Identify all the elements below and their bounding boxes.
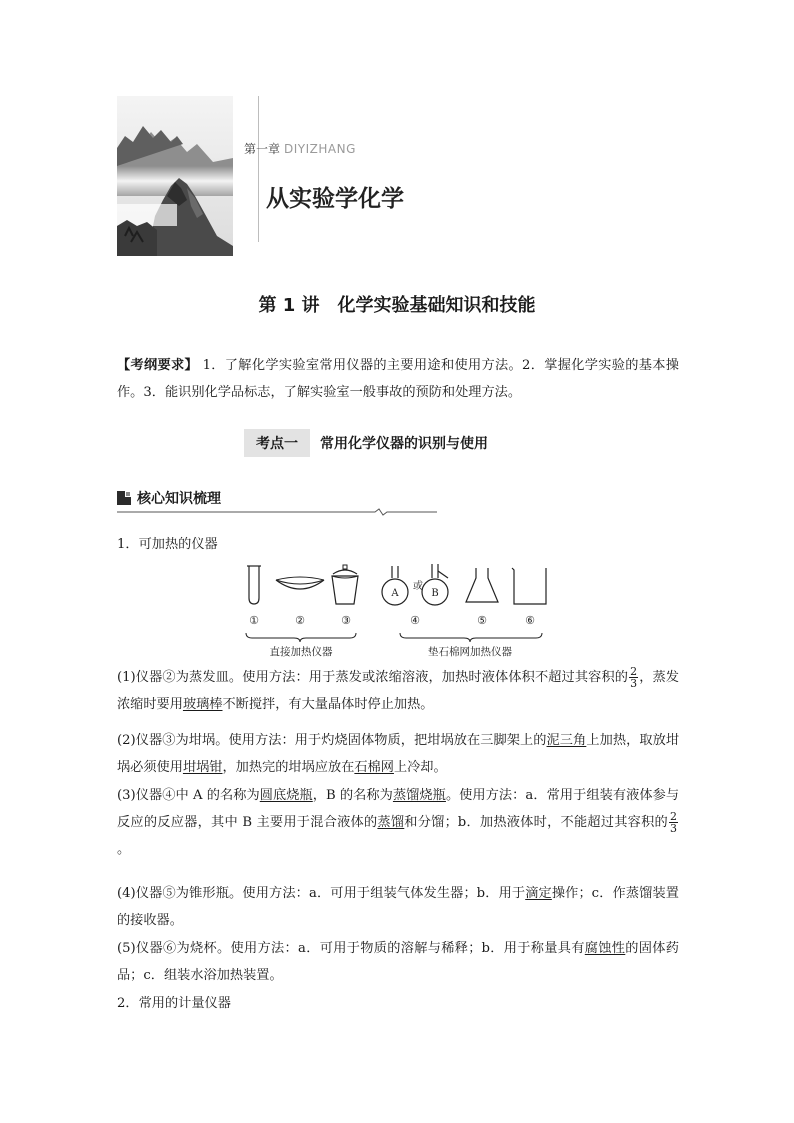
apparatus-number-5: ⑤	[477, 614, 487, 627]
section-heading	[117, 490, 437, 516]
p1-text-c: 不断搅拌，有大量晶体时停止加热。	[222, 697, 434, 712]
p3-text-c: 。使用方法：a．常用于组装有液体参与反应的反应器，其中 B 主要用于混合液体的	[117, 788, 680, 830]
chapter-cover-image	[117, 96, 233, 256]
p2-underlined-3: 石棉网	[354, 760, 394, 775]
chapter-title: 从实验学化学	[266, 186, 404, 212]
paragraph-5	[117, 935, 679, 989]
exam-requirements	[117, 352, 679, 406]
direct-heating-brace	[246, 633, 356, 642]
apparatus-number-6: ⑥	[525, 614, 535, 627]
p3-text-d: 和分馏；b．加热液体时，不能超过其容积的	[404, 815, 668, 830]
item2-title: 2．常用的计量仪器	[117, 996, 231, 1011]
paragraph-4	[117, 880, 679, 934]
test-tube-icon	[247, 566, 261, 604]
section-rule	[117, 508, 437, 516]
section-heading-text: 核心知识梳理	[137, 491, 221, 507]
p5-text-a: (5)仪器⑥为烧杯。使用方法：a．可用于物质的溶解与稀释；b．用于称量具有	[117, 941, 585, 956]
p4-text-a: (4)仪器⑤为锥形瓶。使用方法：a．可用于组装气体发生器；b．用于	[117, 886, 526, 901]
p2-text-a: (2)仪器③为坩埚。使用方法：用于灼烧固体物质，把坩埚放在三脚架上的	[117, 733, 547, 748]
p2-text-c: ，加热完的坩埚应放在	[222, 760, 355, 775]
conical-flask-icon	[466, 568, 498, 602]
p4-text-b: 操作；c．作蒸馏装置的接收器。	[117, 886, 679, 928]
chapter-number: 第一章	[244, 142, 281, 156]
p1-frac-denominator: 3	[630, 677, 638, 690]
round-bottom-flask-icon	[382, 566, 408, 605]
p5-underlined-1: 腐蚀性	[584, 941, 626, 956]
apparatus-number-2: ②	[295, 614, 305, 627]
gauze-heating-brace	[400, 633, 542, 642]
p2-underlined-2: 坩埚钳	[182, 760, 223, 775]
p4-underlined-1: 滴定	[525, 886, 552, 901]
apparatus-number-4: ④	[410, 614, 420, 627]
flask-b-label: B	[431, 588, 439, 599]
key-point-heading	[244, 430, 488, 456]
p1-text-a: (1)仪器②为蒸发皿。使用方法：用于蒸发或浓缩溶液，加热时液体体积不超过其容积的	[117, 670, 629, 685]
requirements-text: 1．了解化学实验室常用仪器的主要用途和使用方法。2．掌握化学实验的基本操作。3．能识别化学品标志，了解实验室一般事故的预防和处理方法。	[117, 358, 679, 400]
p3-frac-numerator: 2	[670, 810, 677, 823]
distillation-flask-icon	[422, 564, 448, 605]
beaker-icon	[512, 568, 546, 604]
paragraph-3	[117, 782, 679, 863]
crucible-icon	[332, 565, 358, 604]
p2-text-d: 上冷却。	[393, 760, 447, 775]
heatable-apparatus-figure	[240, 562, 560, 660]
p3-text-a: (3)仪器④中 A 的名称为	[117, 788, 260, 803]
item1-title: 1．可加热的仪器	[117, 537, 218, 552]
p3-text-e: 。	[117, 842, 131, 857]
chapter-divider-line	[258, 96, 259, 242]
section-square-icon	[117, 491, 131, 505]
key-point-tag: 考点一	[244, 429, 310, 457]
p2-underlined-1: 泥三角	[546, 733, 587, 748]
apparatus-number-1: ①	[249, 614, 259, 627]
key-point-title: 常用化学仪器的识别与使用	[320, 436, 488, 452]
lecture-title: 第 1 讲 化学实验基础知识和技能	[258, 295, 536, 316]
requirements-tag: 【考纲要求】	[117, 358, 199, 373]
apparatus-number-3: ③	[341, 614, 351, 627]
p1-underlined-1: 玻璃棒	[182, 697, 223, 712]
paragraph-1	[117, 664, 679, 718]
gauze-heating-label: 垫石棉网加热仪器	[428, 646, 512, 658]
evaporating-dish-icon	[276, 577, 324, 589]
p3-text-b: ，B 的名称为	[312, 788, 393, 803]
p1-frac-numerator: 2	[630, 665, 638, 678]
p3-frac-denominator: 3	[670, 822, 677, 835]
p3-fraction	[669, 811, 678, 834]
p3-underlined-3: 蒸馏	[377, 815, 405, 830]
p1-text-b: ，蒸发浓缩时要用	[117, 670, 679, 712]
direct-heating-label: 直接加热仪器	[269, 646, 333, 658]
paragraph-2	[117, 727, 679, 781]
p3-underlined-2: 蒸馏烧瓶	[392, 788, 446, 803]
p3-underlined-1: 圆底烧瓶	[259, 788, 313, 803]
flask-a-label: A	[391, 588, 399, 599]
chapter-label	[244, 140, 356, 157]
figure-or-label: 或	[413, 581, 423, 592]
chapter-pinyin: DIYIZHANG	[284, 142, 356, 156]
p2-text-b: 上加热，取放坩埚必须使用	[117, 733, 680, 775]
p5-text-b: 的固体药品；c．组装水浴加热装置。	[117, 941, 679, 983]
p1-fraction	[629, 666, 638, 689]
